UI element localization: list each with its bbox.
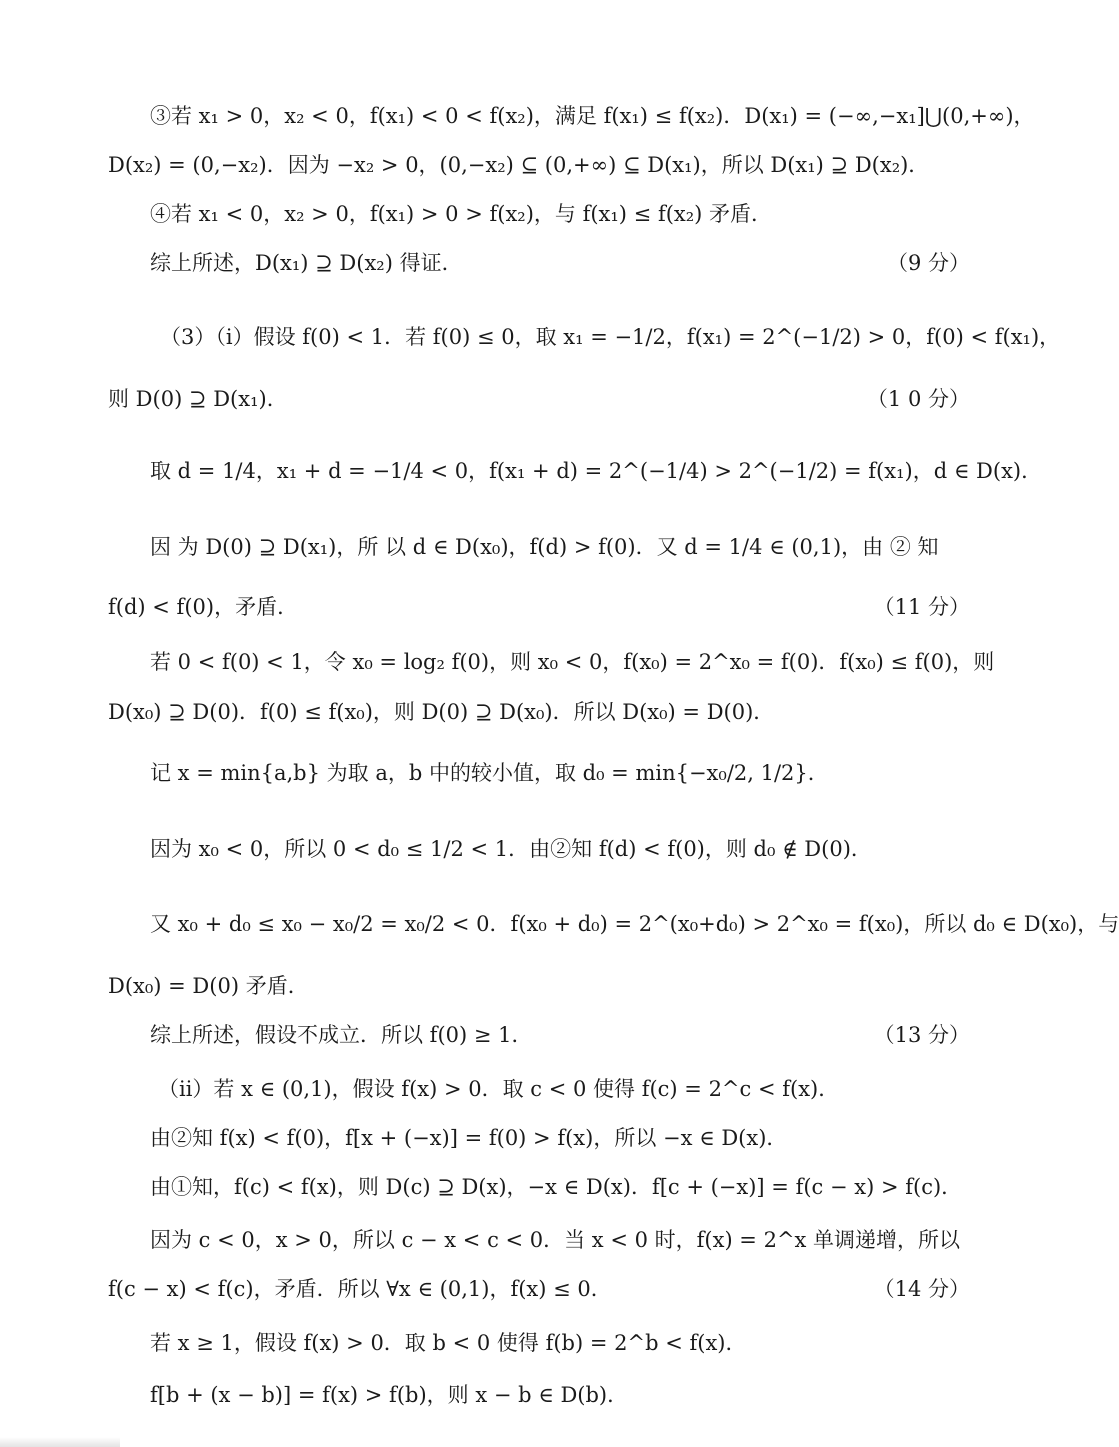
line-text: （ⅱ）若 x ∈ (0,1)，假设 f(x) > 0．取 c < 0 使得 f(c) = 2^c < f(x)． — [158, 1077, 840, 1101]
line-text: f(c − x) < f(c)，矛盾．所以 ∀x ∈ (0,1)，f(x) ≤ 0． — [108, 1277, 612, 1301]
page-edge-shadow — [0, 1437, 120, 1447]
line-text: ④若 x₁ < 0，x₂ > 0，f(x₁) > 0 > f(x₂)，与 f(x₁) ≤ f(x₂) 矛盾． — [150, 202, 773, 226]
line-text: ③若 x₁ > 0，x₂ < 0，f(x₁) < 0 < f(x₂)，满足 f(x₁) ≤ f(x₂)．D(x₁) = (−∞,−x₁]⋃(0,+∞)， — [150, 104, 1035, 128]
line-text: 若 0 < f(0) < 1，令 x₀ = log₂ f(0)，则 x₀ < 0，f(x₀) = 2^x₀ = f(0)．f(x₀) ≤ f(0)，则 — [150, 650, 995, 674]
score-label: （1 0 分） — [866, 387, 970, 411]
line-text: D(x₂) = (0,−x₂)．因为 −x₂ > 0，(0,−x₂) ⊆ (0,+∞) ⊆ D(x₁)，所以 D(x₁) ⊇ D(x₂)． — [108, 153, 930, 177]
score-label: （13 分） — [873, 1023, 970, 1047]
line-text: 因为 x₀ < 0，所以 0 < d₀ ≤ 1/2 < 1．由②知 f(d) < f(0)，则 d₀ ∉ D(0)． — [150, 837, 872, 861]
line-text: （3）（ⅰ）假设 f(0) < 1．若 f(0) ≤ 0，取 x₁ = −1/2，f(x₁) = 2^(−1/2) > 0，f(0) < f(x₁)， — [160, 325, 1061, 349]
score-label: （11 分） — [873, 595, 970, 619]
line-text: f(d) < f(0)，矛盾． — [108, 595, 299, 619]
score-label: （14 分） — [873, 1277, 970, 1301]
score-label: （9 分） — [886, 251, 970, 275]
line-text: 由①知，f(c) < f(x)，则 D(c) ⊇ D(x)，−x ∈ D(x)．f[c + (−x)] = f(c − x) > f(c)． — [150, 1175, 963, 1199]
line-text: D(x₀) = D(0) 矛盾． — [108, 974, 309, 998]
line-text: 则 D(0) ⊇ D(x₁)． — [108, 387, 288, 411]
line-text: 取 d = 1/4，x₁ + d = −1/4 < 0，f(x₁ + d) = 2^(−1/4) > 2^(−1/2) = f(x₁)，d ∈ D(x)． — [150, 459, 1043, 483]
line-text: 若 x ≥ 1，假设 f(x) > 0．取 b < 0 使得 f(b) = 2^b < f(x)． — [150, 1331, 747, 1355]
line-text: D(x₀) ⊇ D(0)．f(0) ≤ f(x₀)，则 D(0) ⊇ D(x₀)．所以 D(x₀) = D(0)． — [108, 700, 775, 724]
line-text: 综上所述，D(x₁) ⊇ D(x₂) 得证． — [150, 251, 463, 275]
line-text: 又 x₀ + d₀ ≤ x₀ − x₀/2 = x₀/2 < 0．f(x₀ + d₀) = 2^(x₀+d₀) > 2^x₀ = f(x₀)，所以 d₀ ∈ D(x₀)，与 — [150, 912, 1119, 936]
line-text: f[b + (x − b)] = f(x) > f(b)，则 x − b ∈ D(b)． — [150, 1383, 629, 1407]
line-text: 因 为 D(0) ⊇ D(x₁)，所 以 d ∈ D(x₀)，f(d) > f(0)．又 d = 1/4 ∈ (0,1)，由 ② 知 — [150, 535, 939, 559]
line-text: 由②知 f(x) < f(0)，f[x + (−x)] = f(0) > f(x)，所以 −x ∈ D(x)． — [150, 1126, 788, 1150]
line-text: 综上所述，假设不成立．所以 f(0) ≥ 1． — [150, 1023, 533, 1047]
line-text: 因为 c < 0，x > 0，所以 c − x < c < 0．当 x < 0 时，f(x) = 2^x 单调递增，所以 — [150, 1228, 961, 1252]
line-text: 记 x = min{a,b} 为取 a，b 中的较小值，取 d₀ = min{−x₀/2, 1/2}． — [150, 761, 829, 785]
